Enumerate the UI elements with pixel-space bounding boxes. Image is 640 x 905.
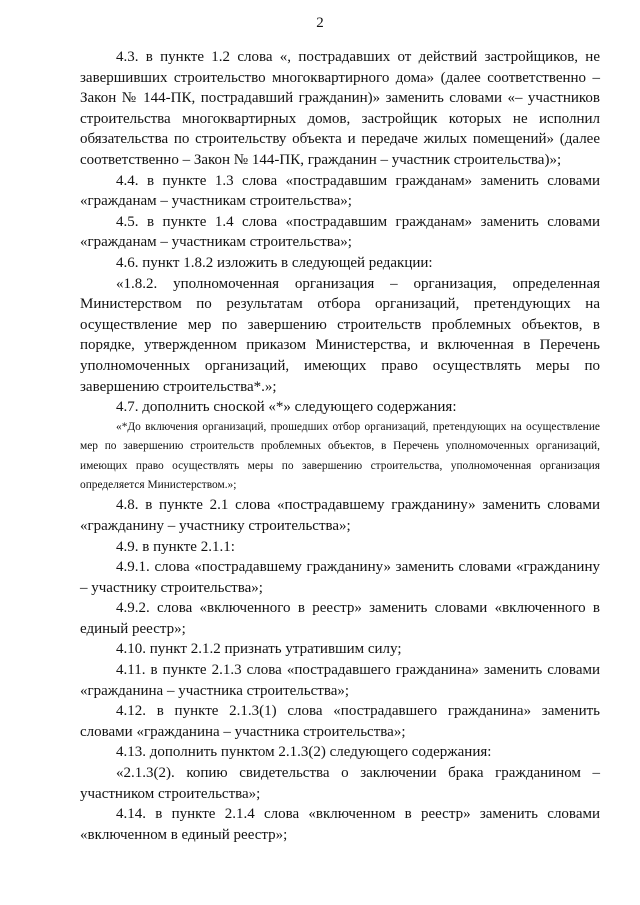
- paragraph-4-11: 4.11. в пункте 2.1.3 слова «пострадавшего гражданина» заменить словами «гражданина – участника строительства»;: [80, 662, 600, 699]
- paragraph-4-4: 4.4. в пункте 1.3 слова «пострадавшим гражданам» заменить словами «гражданам – участникам строительства»;: [80, 172, 600, 210]
- page-number: 2: [316, 15, 324, 31]
- paragraph-4-6: 4.6. пункт 1.8.2 изложить в следующей редакции:: [116, 254, 433, 271]
- paragraph-4-5: 4.5. в пункте 1.4 слова «пострадавшим гражданам» заменить словами «гражданам – участникам строительства»;: [80, 213, 600, 251]
- paragraph-4-14: 4.14. в пункте 2.1.4 слова «включенном в реестр» заменить словами «включенном в единый реестр»;: [80, 806, 600, 843]
- footnote-text: «*До включения организаций, прошедших отбор организаций, претендующих на осуществление мер по завершению строительств проблемных объектов, в Перечень уполномоченных организаций, имеющих право осуществлять меры по завершению строительства, уполномоченная организация определяется Министерством.»;: [80, 420, 600, 491]
- paragraph-4-3: 4.3. в пункте 1.2 слова «, пострадавших от действий застройщиков, не завершивших строительство многоквартирного дома» (далее соответственно – Закон № 144-ПК, пострадавший гражданин)» заменить словами «– участников строительства многоквартирных домов, застройщик которых не исполнил обязательства по строительству объекта и передаче жилых помещений» (далее соответственно – Закон № 144-ПК, гражданин – участник строительства)»;: [80, 49, 600, 168]
- paragraph-4-7: 4.7. дополнить сноской «*» следующего содержания:: [116, 399, 457, 416]
- paragraph-4-13: 4.13. дополнить пунктом 2.1.3(2) следующего содержания:: [116, 744, 492, 761]
- paragraph-4-9: 4.9. в пункте 2.1.1:: [116, 538, 235, 555]
- paragraph-1-8-2-quote: «1.8.2. уполномоченная организация – организация, определенная Министерством по результатам отбора организаций, претендующих на осуществление мер по завершению строительств проблемных объектов, в порядке, утвержденном приказом Министерства, и включенная в Перечень уполномоченных организаций, имеющих право осуществлять меры по завершению строительства*.»;: [80, 275, 600, 395]
- paragraph-4-9-2: 4.9.2. слова «включенного в реестр» заменить словами «включенного в единый реестр»;: [80, 600, 600, 637]
- paragraph-4-9-1: 4.9.1. слова «пострадавшему гражданину» заменить словами «гражданину – участнику строительства»;: [80, 559, 600, 596]
- document-body: [80, 47, 600, 845]
- paragraph-4-12: 4.12. в пункте 2.1.3(1) слова «пострадавшего гражданина» заменить словами «гражданина – участника строительства»;: [80, 703, 600, 740]
- paragraph-2-1-3-2-quote: «2.1.3(2). копию свидетельства о заключении брака гражданином – участником строительства»;: [80, 765, 600, 802]
- paragraph-4-10: 4.10. пункт 2.1.2 признать утратившим силу;: [116, 641, 402, 658]
- paragraph-4-8: 4.8. в пункте 2.1 слова «пострадавшему гражданину» заменить словами «гражданину – участнику строительства»;: [80, 497, 600, 534]
